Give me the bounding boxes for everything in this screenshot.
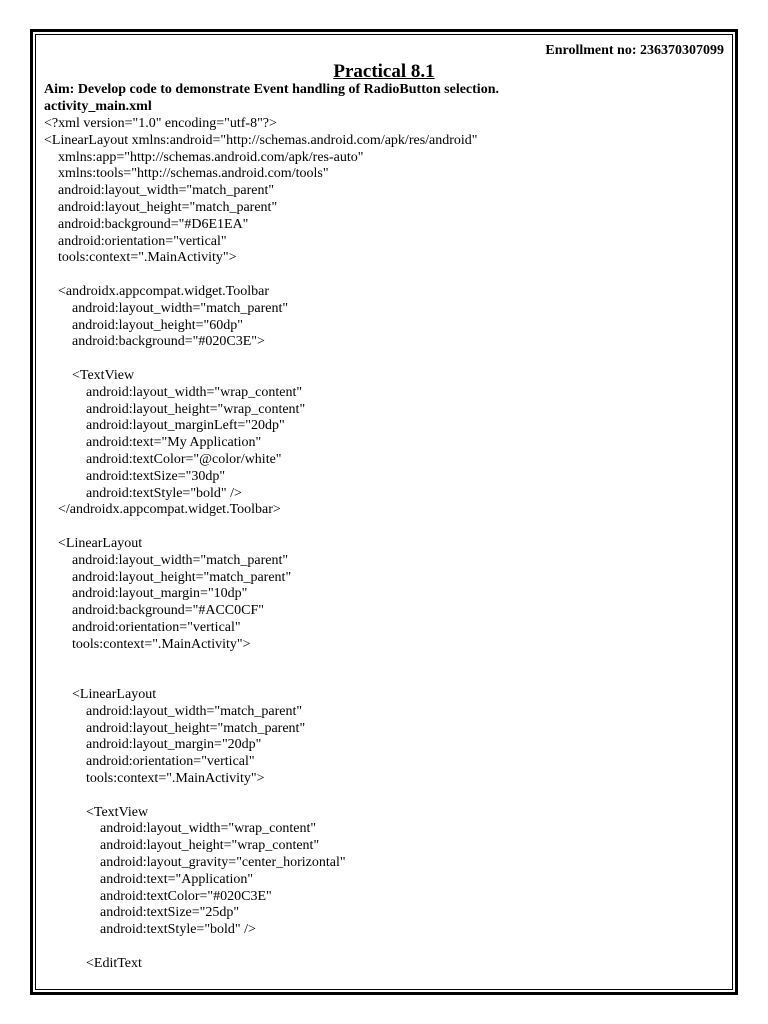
code-line: android:layout_height="60dp"	[44, 317, 243, 333]
code-line: xmlns:app="http://schemas.android.com/apk/res-auto"	[44, 149, 364, 165]
code-line: <?xml version="1.0" encoding="utf-8"?>	[44, 116, 277, 131]
code-line: <EditText	[44, 955, 142, 971]
code-line: android:layout_width="match_parent"	[44, 552, 289, 568]
code-line: android:layout_height="match_parent"	[44, 569, 292, 585]
code-line: android:layout_gravity="center_horizontal"	[44, 855, 346, 871]
code-line: <LinearLayout	[44, 687, 157, 703]
code-line	[44, 519, 478, 536]
code-line: android:text="Application"	[44, 871, 254, 887]
practical-title: Practical 8.1	[333, 61, 435, 82]
code-line: <LinearLayout	[44, 535, 143, 551]
code-line: xmlns:tools="http://schemas.android.com/tools"	[44, 166, 329, 182]
code-listing	[44, 116, 478, 973]
code-line	[44, 654, 478, 671]
code-line	[44, 788, 478, 805]
enrollment-number: Enrollment no: 236370307099	[545, 43, 724, 58]
code-line: android:layout_width="match_parent"	[44, 183, 275, 199]
code-line: android:layout_height="match_parent"	[44, 720, 306, 736]
code-line: android:layout_width="wrap_content"	[44, 384, 303, 400]
code-line: android:layout_width="match_parent"	[44, 300, 289, 316]
code-line	[44, 939, 478, 956]
code-line: android:textStyle="bold" />	[44, 922, 256, 938]
code-line	[44, 351, 478, 368]
code-line: android:text="My Application"	[44, 435, 262, 451]
code-line: <TextView	[44, 367, 135, 383]
code-line: tools:context=".MainActivity">	[44, 771, 265, 787]
aim-statement: Aim: Develop code to demonstrate Event handling of RadioButton selection.	[44, 82, 499, 97]
file-name-heading: activity_main.xml	[44, 99, 152, 114]
code-line: android:layout_height="match_parent"	[44, 199, 278, 215]
code-line: android:textColor="@color/white"	[44, 451, 282, 467]
code-line: android:orientation="vertical"	[44, 233, 227, 249]
code-line: <TextView	[44, 804, 149, 820]
code-line: android:layout_margin="20dp"	[44, 737, 262, 753]
code-line: android:layout_width="wrap_content"	[44, 821, 317, 837]
code-line	[44, 670, 478, 687]
code-line	[44, 267, 478, 284]
code-line: android:textStyle="bold" />	[44, 485, 242, 501]
code-line: <androidx.appcompat.widget.Toolbar	[44, 283, 270, 299]
code-line: <LinearLayout xmlns:android="http://schemas.android.com/apk/res/android"	[44, 132, 478, 148]
code-line: android:layout_height="wrap_content"	[44, 838, 320, 854]
code-line: tools:context=".MainActivity">	[44, 636, 251, 652]
code-line: android:textSize="30dp"	[44, 468, 226, 484]
code-line: </androidx.appcompat.widget.Toolbar>	[44, 502, 281, 518]
code-line: tools:context=".MainActivity">	[44, 250, 237, 266]
code-line: android:layout_marginLeft="20dp"	[44, 418, 285, 434]
code-line: android:background="#020C3E">	[44, 334, 265, 350]
code-line: android:orientation="vertical"	[44, 754, 255, 770]
code-line: android:layout_width="match_parent"	[44, 703, 303, 719]
code-line: android:background="#ACC0CF"	[44, 603, 264, 619]
code-line: android:textColor="#020C3E"	[44, 888, 272, 904]
code-line: android:textSize="25dp"	[44, 905, 240, 921]
code-line: android:layout_margin="10dp"	[44, 586, 248, 602]
code-line: android:layout_height="wrap_content"	[44, 401, 306, 417]
code-line: android:orientation="vertical"	[44, 619, 241, 635]
code-line: android:background="#D6E1EA"	[44, 216, 249, 232]
